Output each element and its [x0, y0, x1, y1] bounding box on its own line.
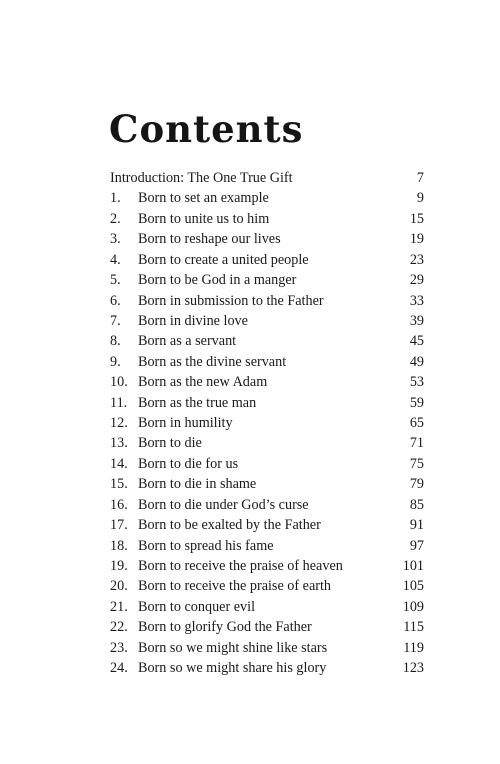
toc-entry-page: 101 — [402, 558, 424, 575]
toc-entry-title: Born to receive the praise of heaven — [138, 558, 343, 575]
toc-entry-page: 105 — [402, 578, 424, 595]
toc-entry-number: 14. — [110, 455, 128, 472]
toc-entry — [110, 372, 424, 392]
toc-entry-title: Born to die under God’s curse — [138, 496, 309, 513]
toc-entry-page: 85 — [409, 496, 424, 513]
toc-entry-title: Born to unite us to him — [138, 210, 270, 227]
toc-entry-page: 39 — [409, 312, 424, 329]
toc-entry-number: 18. — [110, 537, 128, 554]
toc-entry — [110, 250, 424, 270]
toc-entry-title: Born so we might share his glory — [138, 660, 327, 677]
toc-entry-title: Born to spread his fame — [138, 537, 274, 554]
toc-entry-title: Born as the true man — [138, 394, 257, 411]
toc-entry-title: Born so we might shine like stars — [138, 639, 328, 656]
toc-entry-title: Born in humility — [138, 415, 233, 432]
toc-entry — [110, 576, 424, 596]
toc-entry-page: 49 — [409, 353, 424, 370]
toc-entry — [110, 474, 424, 494]
toc-entry-title: Born to die — [138, 435, 202, 452]
page-title: Contents — [109, 107, 304, 151]
toc-entry — [110, 209, 424, 229]
toc-entry — [110, 658, 424, 678]
toc-entry — [110, 536, 424, 556]
toc-entry-number: 8. — [110, 333, 121, 350]
toc-entry-number: 6. — [110, 292, 121, 309]
toc-entry — [110, 352, 424, 372]
toc-entry-number: 23. — [110, 639, 128, 656]
toc-entry — [110, 495, 424, 515]
toc-entry-page: 45 — [409, 333, 424, 350]
toc-entry-title: Born as the divine servant — [138, 353, 287, 370]
toc-entry-page: 23 — [409, 251, 424, 268]
toc-entry-number: 13. — [110, 435, 128, 452]
toc-entry-title: Born to die in shame — [138, 476, 257, 493]
toc-entry-number: 12. — [110, 415, 128, 432]
toc-entry — [110, 270, 424, 290]
toc-entry — [110, 597, 424, 617]
toc-entry — [110, 454, 424, 474]
toc-entry-page: 75 — [409, 455, 424, 472]
toc-entry-number: 21. — [110, 598, 128, 615]
toc-entry-page: 29 — [409, 272, 424, 289]
toc-entry-title: Born to reshape our lives — [138, 231, 281, 248]
toc-entry-title: Born as the new Adam — [138, 374, 268, 391]
toc-entry-number: 22. — [110, 619, 128, 636]
toc-entry — [110, 638, 424, 658]
toc-entry-title: Born to receive the praise of earth — [138, 578, 332, 595]
toc-entry-title: Born to create a united people — [138, 251, 309, 268]
toc-entry — [110, 393, 424, 413]
toc-entry — [110, 413, 424, 433]
toc-entry-page: 15 — [409, 210, 424, 227]
toc-entry — [110, 556, 424, 576]
toc-entry — [110, 229, 424, 249]
toc-entry-introduction — [110, 168, 424, 188]
toc-entry-title: Born in submission to the Father — [138, 292, 324, 309]
toc-entry-number: 1. — [110, 190, 121, 207]
toc-entry-number: 9. — [110, 353, 121, 370]
toc-entry-number: 4. — [110, 251, 121, 268]
toc-entry-number: 20. — [110, 578, 128, 595]
toc-entry-page: 123 — [402, 660, 424, 677]
toc-entry-number: 19. — [110, 558, 128, 575]
toc-entry-page: 59 — [409, 394, 424, 411]
toc-entry-title: Born to be God in a manger — [138, 272, 297, 289]
toc-entry-title: Born to die for us — [138, 455, 239, 472]
toc-entry-number: 11. — [110, 394, 128, 411]
toc-entry-page: 119 — [403, 639, 424, 656]
toc-entry-number: 5. — [110, 272, 121, 289]
toc-entry-title: Born to conquer evil — [138, 598, 256, 615]
toc-entry — [110, 311, 424, 331]
toc-entry-title: Born in divine love — [138, 312, 248, 329]
toc-entry-page: 33 — [409, 292, 424, 309]
toc-entry-page: 79 — [409, 476, 424, 493]
toc-entry-number: 2. — [110, 210, 121, 227]
toc-entry-title: Born as a servant — [138, 333, 237, 350]
toc-entry-page: 97 — [409, 537, 424, 554]
toc-entry — [110, 515, 424, 535]
toc-entry-title: Introduction: The One True Gift — [110, 170, 293, 186]
toc-entry-page: 91 — [409, 517, 424, 534]
table-of-contents — [110, 168, 424, 679]
toc-entry — [110, 433, 424, 453]
toc-entry — [110, 291, 424, 311]
toc-entry-number: 7. — [110, 312, 121, 329]
toc-entry-page: 109 — [402, 598, 424, 615]
toc-entry-page: 65 — [409, 415, 424, 432]
toc-entry-page: 7 — [416, 170, 424, 186]
toc-entry-number: 16. — [110, 496, 128, 513]
toc-entry-title: Born to be exalted by the Father — [138, 517, 321, 534]
toc-entry-number: 15. — [110, 476, 128, 493]
toc-entry-number: 10. — [110, 374, 128, 391]
toc-entry-title: Born to set an example — [138, 190, 269, 207]
toc-entry-page: 19 — [409, 231, 424, 248]
toc-entry — [110, 617, 424, 637]
toc-entry-list — [110, 188, 424, 678]
toc-entry-page: 115 — [403, 619, 424, 636]
toc-entry-number: 17. — [110, 517, 128, 534]
toc-entry-page: 9 — [416, 190, 424, 207]
toc-entry — [110, 331, 424, 351]
toc-entry-title: Born to glorify God the Father — [138, 619, 312, 636]
toc-entry-number: 24. — [110, 660, 128, 677]
toc-entry-page: 71 — [409, 435, 424, 452]
toc-entry — [110, 188, 424, 208]
toc-entry-page: 53 — [409, 374, 424, 391]
toc-entry-number: 3. — [110, 231, 121, 248]
